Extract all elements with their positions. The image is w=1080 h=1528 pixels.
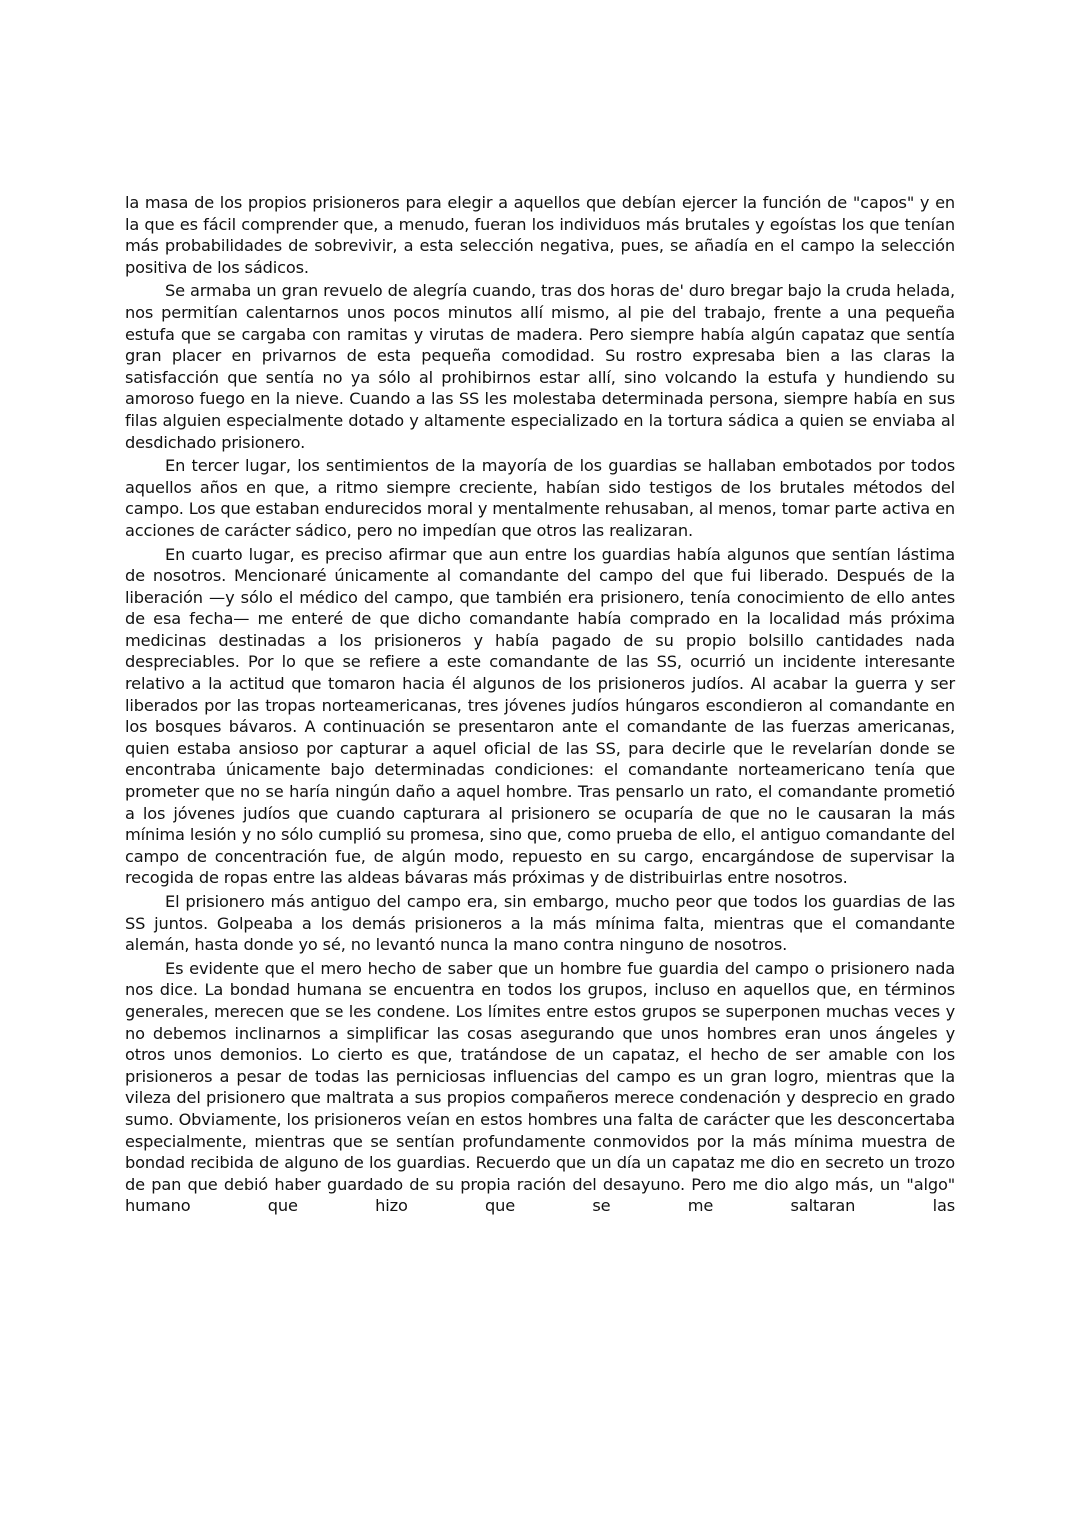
paragraph-3: En tercer lugar, los sentimientos de la mayoría de los guardias se hallaban embotados por todos aquellos años en que, a ritmo siempre creciente, habían sido testigos de los brutales métodos del campo. Los que estaban endurecidos moral y mentalmente rehusaban, al menos, tomar parte activa en acciones de carácter sádico, pero no impedían que otros las realizaran. — [125, 456, 955, 540]
paragraph-2: Se armaba un gran revuelo de alegría cuando, tras dos horas de' duro bregar bajo la cruda helada, nos permitían calentarnos unos pocos minutos allí mismo, al pie del trabajo, frente a una pequeña estufa que se cargaba con ramitas y virutas de madera. Pero siempre había algún capataz que sentía gran placer en privarnos de esta pequeña comodidad. Su rostro expresaba bien a las claras la satisfacción que sentía no ya sólo al prohibirnos estar allí, sino volcando la estufa y hundiendo su amoroso fuego en la nieve. Cuando a las SS les molestaba determinada persona, siempre había en sus filas alguien especialmente dotado y altamente especializado en la tortura sádica a quien se enviaba al desdichado prisionero. — [125, 281, 955, 452]
paragraph-6: Es evidente que el mero hecho de saber que un hombre fue guardia del campo o prisionero nada nos dice. La bondad humana se encuentra en todos los grupos, incluso en aquellos que, en términos generales, merecen que se les condene. Los límites entre estos grupos se superponen muchas veces y no debemos inclinarnos a simplificar las cosas asegurando que unos hombres eran unos ángeles y otros unos demonios. Lo cierto es que, tratándose de un capataz, el hecho de ser amable con los prisioneros a pesar de todas las perniciosas influencias del campo es un gran logro, mientras que la vileza del prisionero que maltrata a sus propios compañeros merece condenación y desprecio en grado sumo. Obviamente, los prisioneros veían en estos hombres una falta de carácter que les desconcertaba especialmente, mientras que se sentían profundamente conmovidos por la más mínima muestra de bondad recibida de alguno de los guardias. Recuerdo que un día un capataz me dio en secreto un trozo de pan que debió haber guardado de su propia ración del desayuno. Pero me dio algo más, un "algo" humano que hizo que se me saltaran las — [125, 958, 955, 1216]
document-page — [125, 192, 955, 1219]
paragraph-1: la masa de los propios prisioneros para elegir a aquellos que debían ejercer la función de "capos" y en la que es fácil comprender que, a menudo, fueran los individuos más brutales y egoístas los que tenían más probabilidades de sobrevivir, a esta selección negativa, pues, se añadía en el campo la selección positiva de los sádicos. — [125, 193, 955, 277]
paragraph-5: El prisionero más antiguo del campo era, sin embargo, mucho peor que todos los guardias de las SS juntos. Golpeaba a los demás prisioneros a la más mínima falta, mientras que el comandante alemán, hasta donde yo sé, no levantó nunca la mano contra ninguno de nosotros. — [125, 892, 955, 955]
paragraph-4: En cuarto lugar, es preciso afirmar que aun entre los guardias había algunos que sentían lástima de nosotros. Mencionaré únicamente al comandante del campo del que fui liberado. Después de la liberación —y sólo el médico del campo, que también era prisionero, tenía conocimiento de ello antes de esa fecha— me enteré de que dicho comandante había comprado en la localidad más próxima medicinas destinadas a los prisioneros y había pagado de su propio bolsillo cantidades nada despreciables. Por lo que se refiere a este comandante de las SS, ocurrió un incidente interesante relativo a la actitud que tomaron hacia él algunos de los prisioneros judíos. Al acabar la guerra y ser liberados por las tropas norteamericanas, tres jóvenes judíos húngaros escondieron al comandante en los bosques bávaros. A continuación se presentaron ante el comandante de las fuerzas americanas, quien estaba ansioso por capturar a aquel oficial de las SS, para decirle que le revelarían donde se encontraba únicamente bajo determinadas condiciones: el comandante norteamericano tenía que prometer que no se haría ningún daño a aquel hombre. Tras pensarlo un rato, el comandante prometió a los jóvenes judíos que cuando capturara al prisionero se ocuparía de que no le causaran la más mínima lesión y no sólo cumplió su promesa, sino que, como prueba de ello, el antiguo comandante del campo de concentración fue, de algún modo, repuesto en su cargo, encargándose de supervisar la recogida de ropas entre las aldeas bávaras más próximas y de distribuirlas entre nosotros. — [125, 544, 955, 888]
